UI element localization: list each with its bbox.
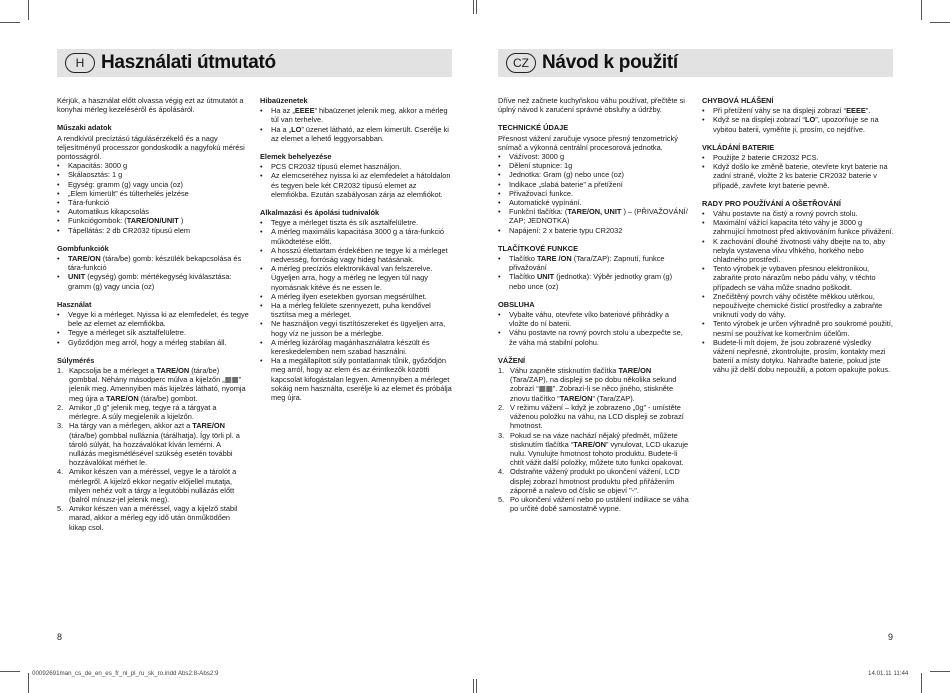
- intro-text: Kérjük, a használat előtt olvassa végig ezt az útmutatót a konyhai mérleg kezeléséről és ápolásáról.: [57, 96, 244, 115]
- list-item: • A mérleg precíziós elektronikával van felszerelve. Ügyeljen arra, hogy a mérleg ne legyen túl nagy nyomásnak kitéve és ne essen le.: [260, 264, 452, 292]
- list-item: • Skálaosztás: 1 g: [57, 170, 249, 179]
- right-page-column-2: [702, 96, 894, 384]
- page-title: Návod k použití: [542, 52, 678, 73]
- list-number: 3.: [57, 421, 64, 431]
- bullet-list: [498, 152, 690, 235]
- bullet-list: [702, 153, 894, 190]
- section-heading: RADY PRO POUŽÍVÁNÍ A OŠETŘOVÁNÍ: [702, 198, 841, 208]
- list-number: 5.: [498, 494, 505, 504]
- bullet-list: [498, 254, 690, 291]
- bullet-list: [498, 310, 690, 347]
- list-item: • Funkciógombok: (TARE/ON/UNIT ): [57, 216, 249, 225]
- list-item: • TARE/ON (tára/be) gomb: készülék bekapcsolása és tára-funkció: [57, 254, 249, 272]
- crop-mark: [473, 0, 474, 14]
- list-item: [498, 495, 690, 513]
- crop-mark: [28, 0, 29, 20]
- list-item: • Automatické vypínání.: [498, 198, 690, 207]
- section-heading: OBSLUHA: [498, 299, 535, 309]
- list-text: Amikor készen van a méréssel, vagy a kijelző stabil marad, akkor a mérleg egy idő után önműködően kikap csol.: [69, 504, 238, 532]
- list-item: • Když došlo ke změně baterie, otevřete kryt baterie na zadní straně, vložte 2 ks baterie CR2032 baterie v případě, zavřete kryt baterie pevně.: [702, 162, 894, 190]
- list-item: • PCS CR2032 típusú elemet használjon.: [260, 162, 452, 171]
- list-item: • Dělení stupnice: 1g: [498, 161, 690, 170]
- list-number: 4.: [498, 467, 505, 477]
- list-item: • Egység: gramm (g) vagy uncia (oz): [57, 180, 249, 189]
- list-item: [57, 366, 249, 403]
- list-item: • Indikace „slabá baterie” a přetížení: [498, 180, 690, 189]
- list-item: • Vybalte váhu, otevřete víko bateriové přihrádky a vložte do ní baterii.: [498, 310, 690, 328]
- list-item: • Váhu postavte na rovný povrch stolu a ubezpečte se, že váha má stabilní polohu.: [498, 328, 690, 346]
- bullet-list: [260, 162, 452, 199]
- list-item: • Tápellátás: 2 db CR2032 típusú elem: [57, 226, 249, 235]
- list-item: • Tára-funkció: [57, 198, 249, 207]
- list-number: 3.: [498, 430, 505, 440]
- list-item: [57, 467, 249, 504]
- list-item: • Maximální vážící kapacita této váhy je 3000 g zahrnující hmotnost před aktivováním funkce přivážení.: [702, 218, 894, 236]
- list-item: • Tlačítko TARE /ON (Tara/ZAP): Zapnutí, funkce přivažování: [498, 254, 690, 272]
- list-number: 4.: [57, 467, 64, 477]
- bullet-list: [260, 106, 452, 143]
- section-heading: Használat: [57, 299, 92, 309]
- list-item: • Ha a „LO” üzenet látható, az elem kimerült. Cserélje ki az elemet a lehető leggyorsabban.: [260, 125, 452, 143]
- list-item: • Tento výrobek je určen výhradně pro soukromé použití, nesmí se používat ke komerčním účelům.: [702, 319, 894, 337]
- page-number: 9: [888, 632, 894, 642]
- list-number: 1.: [498, 366, 505, 376]
- list-text: Ha tárgy van a mérlegen, akkor azt a TARE/ON (tára/be) gombbal nulláznia (tárálhatja). Így törli pl. a tároló súlyát, ha hozzávalókat kíván lemérni. A nullázás megismétlésével szükség esetén további hozzávalókat mérhet le.: [69, 421, 240, 468]
- list-item: • Použijte 2 baterie CR2032 PCS.: [702, 153, 894, 162]
- section-heading: CHYBOVÁ HLÁŠENÍ: [702, 96, 774, 105]
- left-page-column-1: [57, 96, 249, 541]
- bullet-list: [702, 106, 894, 134]
- page-number: 8: [57, 632, 63, 642]
- list-item: • Ne használjon vegyi tisztítószereket és ügyeljen arra, hogy víz ne jusson be a mérlegbe.: [260, 319, 452, 337]
- crop-mark: [476, 679, 477, 693]
- list-item: • Napájení: 2 x baterie typu CR2032: [498, 226, 690, 235]
- language-badge: H: [65, 53, 95, 73]
- list-item: • Ha az „EEEE” hibaüzenet jelenik meg, akkor a mérleg túl van terhelve.: [260, 106, 452, 124]
- bullet-list: [57, 310, 249, 347]
- numbered-list: [57, 366, 249, 532]
- language-badge: CZ: [506, 53, 536, 73]
- list-item: • UNIT (egység) gomb: mértékegység kiválasztása: gramm (g) vagy uncia (oz): [57, 272, 249, 290]
- list-item: • Znečištěný povrch váhy očistěte měkkou utěrkou, nepoužívejte chemické čisticí prostředky a zabraňte vniknutí vody do váhy.: [702, 292, 894, 320]
- list-item: • A hosszú élettartam érdekében ne tegye ki a mérleget nedvesség, forróság vagy hideg hatásának.: [260, 246, 452, 264]
- section-heading: VKLÁDÁNÍ BATERIE: [702, 142, 775, 152]
- crop-mark: [476, 0, 477, 14]
- left-page-banner: [57, 49, 452, 77]
- section-heading: Hibaüzenetek: [260, 96, 308, 105]
- list-item: • „Elem kimerült” és túlterhelés jelzése: [57, 189, 249, 198]
- list-number: 2.: [498, 402, 505, 412]
- list-item: • A mérleg maximális kapacitása 3000 g a tára-funkció működtetése előtt.: [260, 227, 452, 245]
- section-heading: Gombfunkciók: [57, 243, 109, 253]
- list-item: • Az elemcseréhez nyissa ki az elemfedelet a hátoldalon és tegyen bele két CR2032 típusú elemet az elemfiókba. Ezután szabályosan zárja az elemfiókot.: [260, 171, 452, 199]
- list-item: • K zachování dlouhé životnosti váhy dbejte na to, aby nebyla vystavena vlivu vlhkého, horkého nebo chladného prostředí.: [702, 237, 894, 265]
- list-text: Váhu zapněte stisknutím tlačítka TARE/ON (Tara/ZAP), na displeji se po dobu několika sekund zobrazí “▦▦”. Zobrazí-li se něco jiného, stiskněte znovu tlačítko “TARE/ON” (Tara/ZAP).: [510, 366, 677, 403]
- crop-mark: [28, 673, 29, 693]
- footer-timestamp: 14.01.11 11:44: [868, 670, 909, 677]
- list-item: • Funkční tlačítka: (TARE/ON, UNIT ) – (PŘIVAŽOVÁNÍ/ ZAP; JEDNOTKA): [498, 207, 690, 225]
- list-text: Kapcsolja be a mérleget a TARE/ON (tára/be) gombbal. Néhány másodperc múlva a kijelzőn „▦▦” jelenik meg. Amennyiben más kijelzés látható, nyomja meg újra a TARE/ON (tára/be) gombot.: [69, 366, 246, 403]
- list-item: • Tegye a mérleget sík asztalfelületre.: [57, 328, 249, 337]
- list-item: • Tlačítko UNIT (jednotka): Výběr jednotky gram (g) nebo unce (oz): [498, 272, 690, 290]
- crop-mark: [930, 671, 950, 672]
- list-item: [498, 403, 690, 431]
- numbered-list: [498, 366, 690, 513]
- list-text: Odstraňte vážený produkt po ukončení vážení, LCD displej zobrazí hmotnost produktu před přiřážením záporně a nalevo od číslic se objeví "-".: [510, 467, 680, 495]
- list-text: Po ukončení vážení nebo po ustálení indikace se váha po určité době samostatně vypne.: [510, 494, 689, 514]
- list-item: • A mérleg ilyen esetekben gyorsan megsérülhet.: [260, 292, 452, 301]
- footer-file-info: 00092691man_cs_de_en_es_fr_nl_pl_ru_sk_ro.indd Abs2:8-Abs2:9: [32, 670, 219, 677]
- list-item: • Budete-li mít dojem, že jsou zobrazené výsledky vážení nepřesné, zkontrolujte, prosím, kontakty mezi baterií a místy dotyku. Nahraďte baterie, pokud jste váhu již delší dobu nepoužili, a potom opakujte pokus.: [702, 338, 894, 375]
- list-item: [498, 366, 690, 403]
- list-text: V režimu vážení – když je zobrazeno „0g” - umístěte váženou položku na váhu, na LCD displeji se zobrazí hmotnost.: [510, 402, 684, 431]
- list-text: Amikor „0 g” jelenik meg, tegye rá a tárgyat a mérlegre. A súly megjelenik a kijelzőn.: [69, 402, 217, 422]
- list-item: [57, 403, 249, 421]
- list-item: • Tegye a mérleget tiszta és sík asztalfelületre.: [260, 218, 452, 227]
- list-item: • Kapacitás: 3000 g: [57, 161, 249, 170]
- list-number: 2.: [57, 402, 64, 412]
- list-item: • Jednotka: Gram (g) nebo unce (oz): [498, 170, 690, 179]
- list-item: • Vážívost: 3000 g: [498, 152, 690, 161]
- list-item: • Ha a megállapított súly pontatlannak tűnik, győződjön meg arról, hogy az elem és az érintkezők közötti kapcsolat kifogástalan legyen. Amennyiben a mérleget sokáig nem használta, cserélje ki az elemet és próbálja meg újra.: [260, 356, 452, 402]
- section-heading: Elemek behelyezése: [260, 152, 332, 162]
- crop-mark: [921, 0, 922, 20]
- list-text: Pokud se na váze nachází nějaký předmět, můžete stisknutím tlačítka “TARE/ON” vynulovat, LCD ukazuje nulu. Vynulujte hmotnost tohoto produktu. Budete-li chtít vážit další položky, můžete tuto funkci opakovat.: [510, 430, 689, 468]
- list-number: 1.: [57, 366, 64, 376]
- crop-mark: [921, 673, 922, 693]
- bullet-list: [57, 161, 249, 235]
- crop-mark: [0, 22, 20, 23]
- list-item: • Váhu postavte na čistý a rovný povrch stolu.: [702, 209, 894, 218]
- list-number: 5.: [57, 504, 64, 514]
- list-item: • Když se na displeji zobrazí “LO”, upozorňuje se na vybitou baterii, vyměňte ji, prosím, co nejdříve.: [702, 115, 894, 133]
- section-heading: TLAČÍTKOVÉ FUNKCE: [498, 243, 579, 253]
- left-page-column-2: [260, 96, 452, 411]
- page-title: Használati útmutató: [101, 52, 276, 73]
- list-item: [57, 504, 249, 532]
- list-item: [498, 467, 690, 495]
- list-item: • Přivažovací funkce.: [498, 189, 690, 198]
- list-item: • Automatikus kikapcsolás: [57, 207, 249, 216]
- section-heading: Alkalmazási és ápolási tudnivalók: [260, 208, 380, 218]
- list-item: • A mérleg kizárólag magánhasználatra készült és kereskedelemben nem szabad használni.: [260, 338, 452, 356]
- section-heading: VÁŽENÍ: [498, 355, 526, 365]
- bullet-list: [260, 218, 452, 402]
- list-item: • Tento výrobek je vybaven přesnou elektronikou, zabraňte proto nárazům nebo pádu váhy, v těchto případech se váha může snadno poškodit.: [702, 264, 894, 292]
- bullet-list: [702, 209, 894, 375]
- crop-mark: [473, 679, 474, 693]
- list-item: [498, 431, 690, 468]
- right-page-column-1: [498, 96, 690, 522]
- bullet-list: [57, 254, 249, 291]
- section-text: A rendkívül precíztású tágulásérzékelő és a nagy teljesítményű processzor gondoskodik a nagyfokú mérési pontosságról.: [57, 133, 245, 162]
- intro-text: Dříve než začnete kuchyňskou váhu používat, přečtěte si úplný návod k zarućení správné obsluhy a údržby.: [498, 96, 685, 115]
- list-item: • Győződjön meg arról, hogy a mérleg stabilan áll.: [57, 338, 249, 347]
- crop-mark: [0, 671, 20, 672]
- list-item: [57, 421, 249, 467]
- section-heading: Műszaki adatok: [57, 123, 112, 133]
- right-page-banner: [498, 49, 893, 77]
- list-item: • Při přetížení váhy se na displeji zobrazí “EEEE”.: [702, 106, 894, 115]
- section-heading: Súlymérés: [57, 355, 95, 365]
- section-text: Přesnost vážení zaručuje vysoce přesný tenzometrický snímač a výkonná centrální procesorová jednotka.: [498, 133, 678, 152]
- section-heading: TECHNICKÉ ÚDAJE: [498, 123, 569, 133]
- list-text: Amikor készen van a méréssel, vegye le a tárolót a mérlegről. A kijelző ekkor negatív előjellel mutatja, milyen nehéz volt a tárgy a legutóbbi nullázás előtt (balról mínusz-jel jelenik meg).: [69, 467, 237, 504]
- crop-mark: [930, 22, 950, 23]
- list-item: • Vegye ki a mérleget. Nyissa ki az elemfedelet, és tegye bele az elemet az elemfiókba.: [57, 310, 249, 328]
- list-item: • Ha a mérleg felülete szennyezett, puha kendővel tisztítsa meg a mérleget.: [260, 301, 452, 319]
